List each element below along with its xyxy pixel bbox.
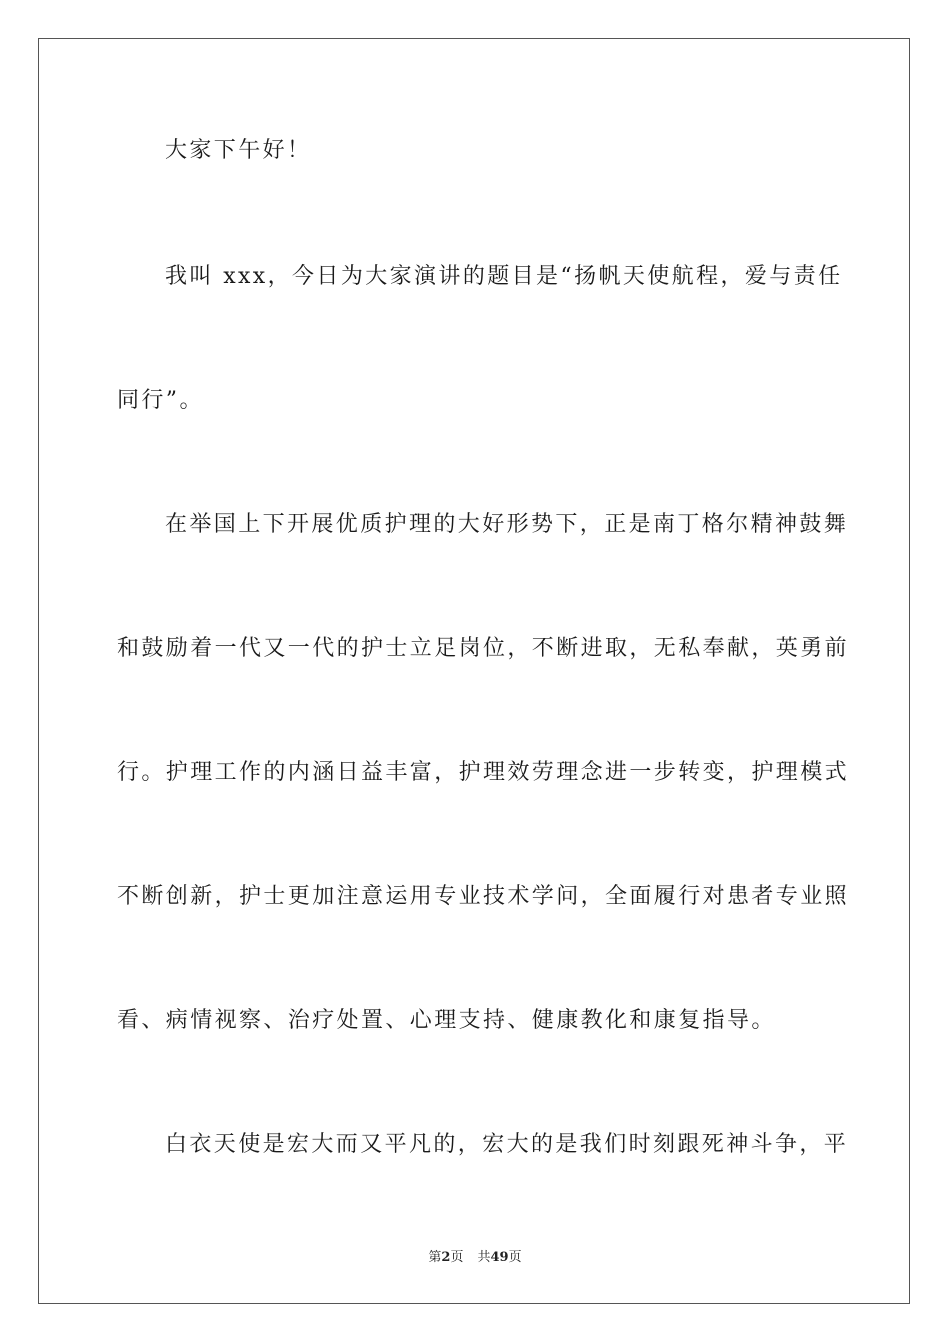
footer-total-suffix: 页 bbox=[508, 1250, 522, 1265]
text-line-paragraph-start: 在举国上下开展优质护理的大好形势下，正是南丁格尔精神鼓舞 bbox=[165, 512, 849, 537]
page-footer bbox=[0, 1246, 950, 1265]
text-line: 看、病情视察、治疗处置、心理支持、健康教化和康复指导。 bbox=[117, 1008, 776, 1033]
text-line: 行。护理工作的内涵日益丰富，护理效劳理念进一步转变，护理模式 bbox=[117, 760, 850, 785]
text-line: 不断创新，护士更加注意运用专业技术学问，全面履行对患者专业照 bbox=[117, 884, 850, 909]
text-line-intro: 我叫 xxx，今日为大家演讲的题目是“扬帆天使航程，爱与责任 bbox=[165, 264, 843, 289]
footer-total-pages: 49 bbox=[490, 1250, 509, 1265]
footer-page-number: 2 bbox=[441, 1250, 451, 1265]
footer-page-suffix: 页 bbox=[450, 1250, 464, 1265]
text-line-paragraph-start: 白衣天使是宏大而又平凡的，宏大的是我们时刻跟死神斗争，平 bbox=[165, 1132, 849, 1157]
text-line: 同行”。 bbox=[117, 388, 204, 413]
footer-total-prefix: 共 bbox=[477, 1250, 491, 1265]
footer-page-prefix: 第 bbox=[428, 1250, 442, 1265]
text-line-greeting: 大家下午好！ bbox=[165, 138, 312, 163]
text-line: 和鼓励着一代又一代的护士立足岗位，不断进取，无私奉献，英勇前 bbox=[117, 636, 850, 661]
page-border bbox=[38, 38, 910, 1304]
